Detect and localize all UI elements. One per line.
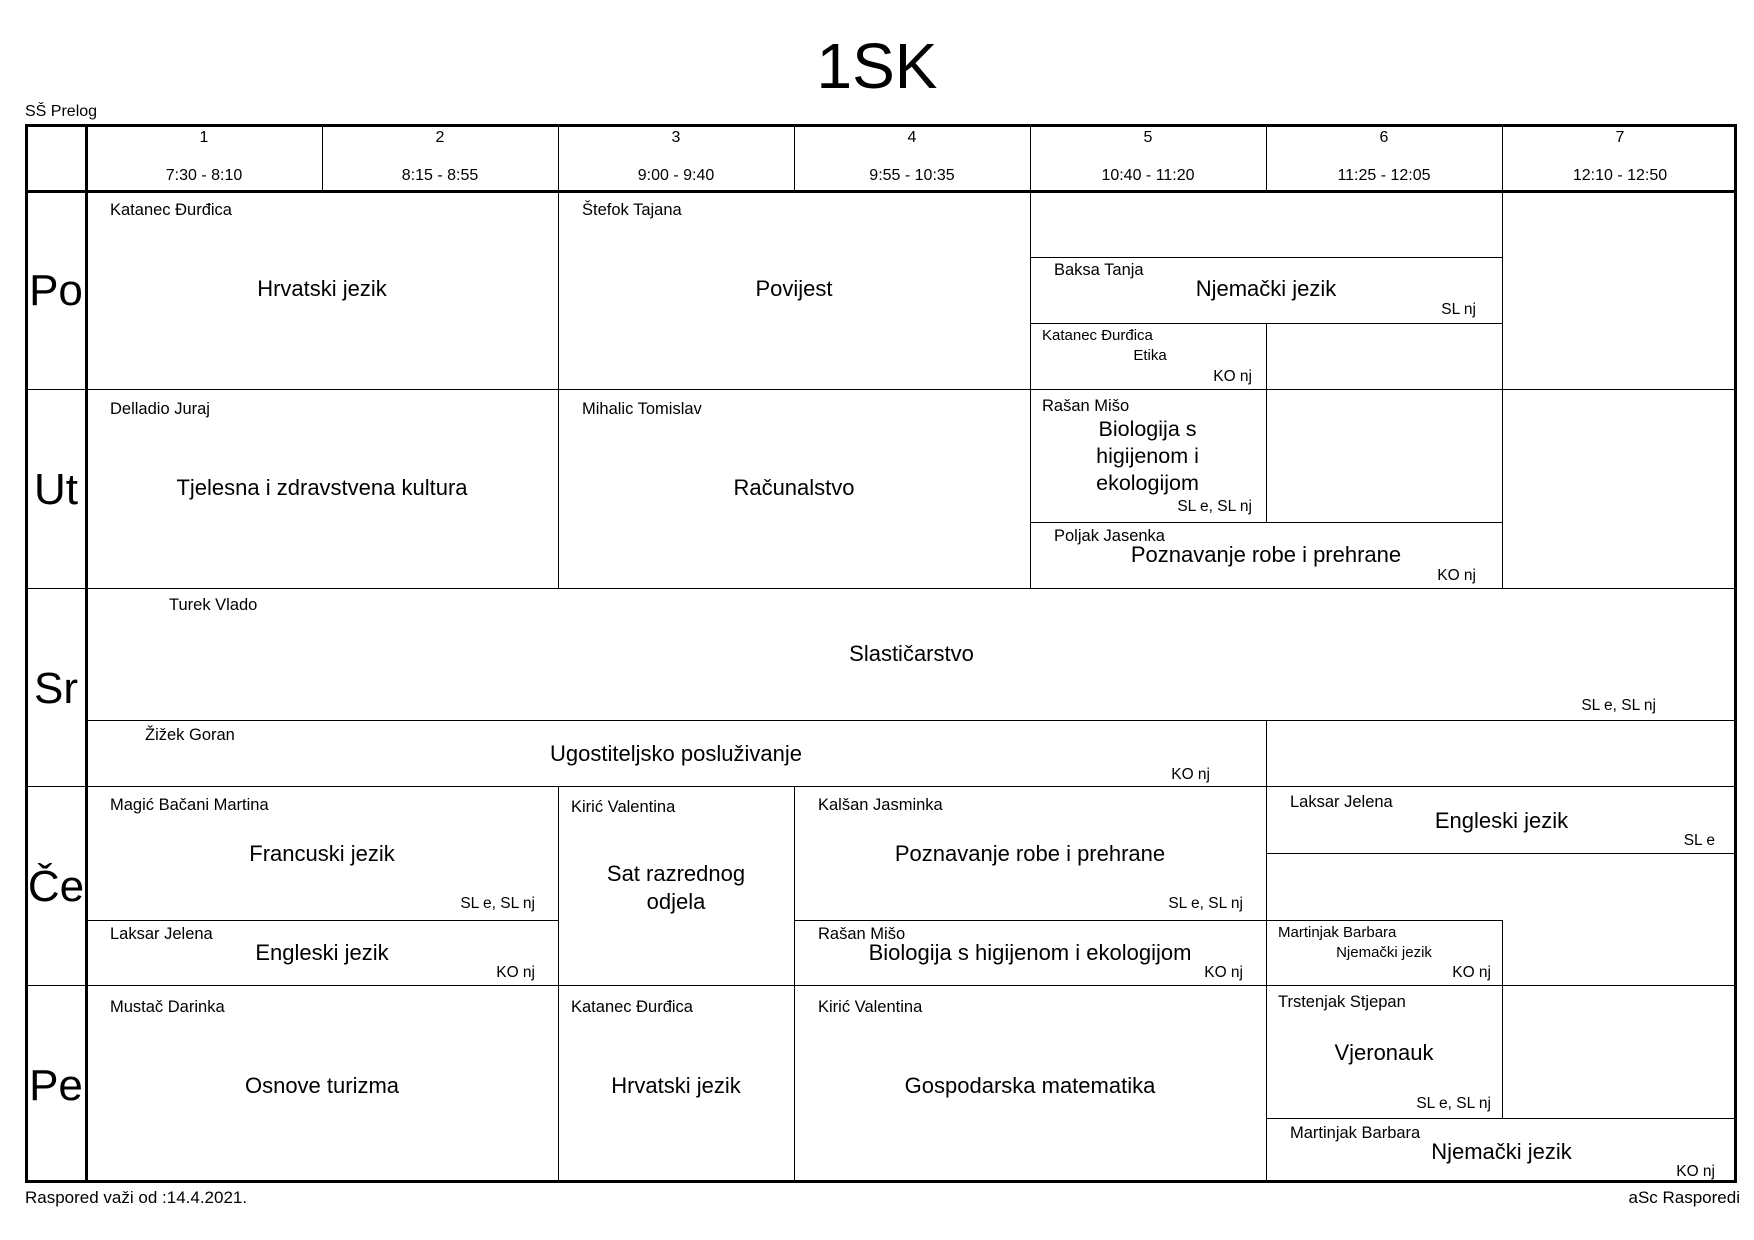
header-divider — [25, 190, 1737, 193]
room-label: KO nj — [1676, 1163, 1715, 1180]
teacher-name: Laksar Jelena — [110, 925, 213, 943]
subject-name: Etika — [1133, 347, 1167, 364]
cell-divider — [1266, 389, 1267, 522]
cell-divider — [1266, 1118, 1737, 1119]
teacher-name: Baksa Tanja — [1054, 261, 1144, 279]
subject-name: Francuski jezik — [249, 841, 395, 866]
room-label: SL e, SL nj — [1581, 697, 1656, 714]
cell-divider — [794, 920, 1266, 921]
period-time: 8:15 - 8:55 — [401, 167, 479, 184]
teacher-name: Mustač Darinka — [110, 998, 225, 1016]
teacher-name: Mihalic Tomislav — [582, 400, 702, 418]
school-name: SŠ Prelog — [25, 103, 98, 120]
period-time: 12:10 - 12:50 — [1572, 167, 1668, 184]
period-number: 2 — [435, 129, 445, 146]
room-label: KO nj — [496, 964, 535, 981]
room-label: KO nj — [1204, 964, 1243, 981]
day-label: Če — [27, 862, 85, 911]
subject-name: Povijest — [755, 276, 833, 301]
cell-divider — [1266, 853, 1737, 854]
day-label: Sr — [34, 664, 78, 713]
day-divider — [25, 389, 1737, 390]
subject-name: Engleski jezik — [1434, 808, 1569, 833]
teacher-name: Rašan Mišo — [1042, 397, 1130, 415]
teacher-name: Štefok Tajana — [582, 201, 682, 219]
room-label: SL e, SL nj — [1177, 498, 1252, 515]
cell-divider — [85, 720, 1737, 721]
cell-divider — [85, 920, 558, 921]
cell-divider — [558, 786, 559, 985]
subject-name: Biologija s higijenom i ekologijom — [1096, 417, 1199, 495]
subject-name: Slastičarstvo — [849, 641, 974, 666]
cell-divider — [1030, 522, 1502, 523]
cell-divider — [1502, 920, 1503, 985]
subject-name: Ugostiteljsko posluživanje — [550, 741, 802, 766]
period-time: 7:30 - 8:10 — [165, 167, 243, 184]
room-label: SL e — [1683, 832, 1715, 849]
teacher-name: Kirić Valentina — [818, 998, 923, 1016]
cell-divider — [1266, 920, 1502, 921]
period-number: 7 — [1615, 129, 1625, 146]
period-time: 9:55 - 10:35 — [869, 167, 955, 184]
cell-divider — [1502, 389, 1503, 588]
period-time: 9:00 - 9:40 — [637, 167, 715, 184]
page-title: 1SK — [816, 30, 938, 102]
subject-name: Engleski jezik — [255, 940, 389, 965]
cell-divider — [1266, 720, 1267, 786]
room-label: SL nj — [1441, 301, 1476, 318]
subject-name: Hrvatski jezik — [257, 276, 387, 301]
teacher-name: Katanec Đurđica — [571, 998, 693, 1016]
teacher-name: Trstenjak Stjepan — [1278, 993, 1406, 1011]
teacher-name: Turek Vlado — [169, 596, 258, 614]
day-divider — [25, 786, 1737, 787]
subject-name: Računalstvo — [733, 475, 855, 500]
valid-from-note: Raspored važi od :14.4.2021. — [25, 1188, 248, 1207]
subject-name: Sat razrednog odjela — [606, 861, 746, 914]
cell-divider — [1502, 985, 1503, 1118]
teacher-name: Magić Bačani Martina — [110, 796, 269, 814]
cell-divider — [1502, 190, 1503, 389]
teacher-name: Rašan Mišo — [818, 925, 906, 943]
day-divider — [25, 588, 1737, 589]
day-label: Pe — [29, 1061, 83, 1110]
teacher-name: Martinjak Barbara — [1290, 1124, 1421, 1142]
subject-name: Poznavanje robe i prehrane — [894, 841, 1166, 866]
teacher-name: Katanec Đurđica — [110, 201, 232, 219]
day-label: Po — [29, 266, 83, 315]
room-label: KO nj — [1452, 964, 1491, 981]
period-number: 3 — [671, 129, 681, 146]
day-divider — [25, 985, 1737, 986]
period-number: 5 — [1143, 129, 1153, 146]
room-label: KO nj — [1437, 567, 1476, 584]
teacher-name: Martinjak Barbara — [1278, 924, 1397, 941]
period-time: 10:40 - 11:20 — [1101, 167, 1195, 184]
room-label: SL e, SL nj — [1168, 895, 1243, 912]
subject-name: Biologija s higijenom i ekologijom — [868, 940, 1192, 965]
subject-name: Gospodarska matematika — [904, 1073, 1156, 1098]
room-label: SL e, SL nj — [460, 895, 535, 912]
subject-name: Tjelesna i zdravstvena kultura — [176, 475, 468, 500]
teacher-name: Kirić Valentina — [571, 798, 676, 816]
period-number: 4 — [907, 129, 917, 146]
room-label: KO nj — [1171, 766, 1210, 783]
cell-divider — [1030, 257, 1502, 258]
subject-name: Vjeronauk — [1334, 1040, 1434, 1065]
subject-name: Njemački jezik — [1336, 944, 1432, 961]
teacher-name: Katanec Đurđica — [1042, 327, 1153, 344]
teacher-name: Laksar Jelena — [1290, 793, 1393, 811]
room-label: SL e, SL nj — [1416, 1095, 1491, 1112]
period-number: 6 — [1379, 129, 1389, 146]
teacher-name: Delladio Juraj — [110, 400, 210, 418]
subject-name: Poznavanje robe i prehrane — [1130, 542, 1402, 567]
brand-label: aSc Rasporedi — [1628, 1188, 1740, 1207]
period-time: 11:25 - 12:05 — [1337, 167, 1431, 184]
teacher-name: Poljak Jasenka — [1054, 527, 1165, 545]
day-label: Ut — [34, 465, 78, 514]
teacher-name: Žižek Goran — [145, 726, 235, 744]
room-label: KO nj — [1213, 368, 1252, 385]
period-number: 1 — [199, 129, 209, 146]
subject-name: Njemački jezik — [1431, 1139, 1572, 1164]
subject-name: Osnove turizma — [244, 1073, 400, 1098]
subject-name: Njemački jezik — [1195, 276, 1337, 301]
teacher-name: Kalšan Jasminka — [818, 796, 943, 814]
cell-divider — [1266, 323, 1267, 389]
subject-name: Hrvatski jezik — [611, 1073, 741, 1098]
